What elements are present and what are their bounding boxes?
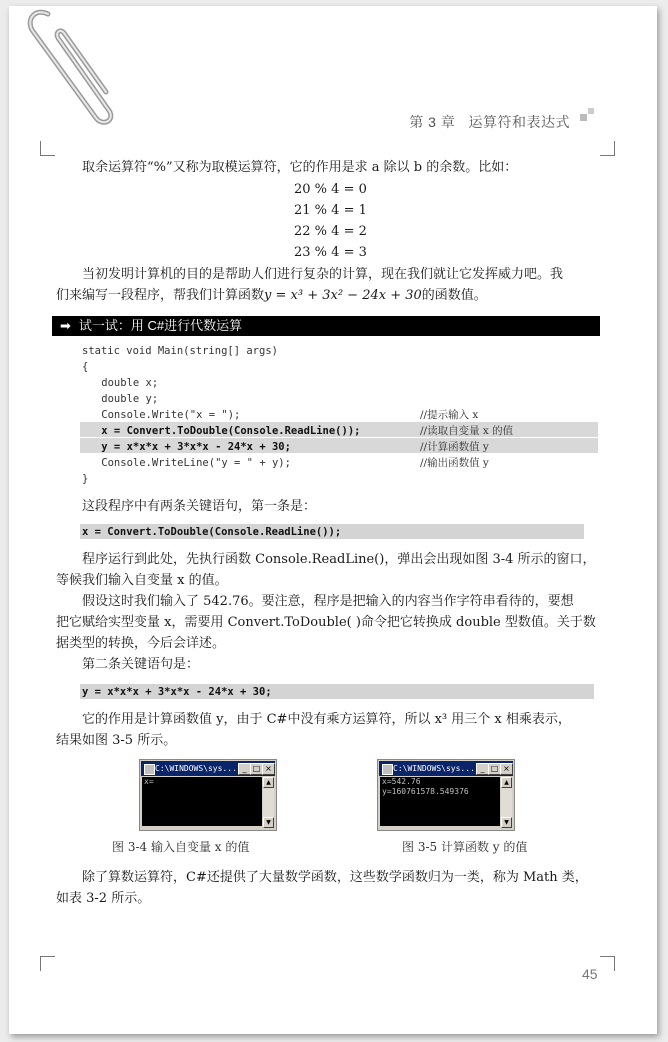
- paragraph-text: 的函数值。: [421, 288, 487, 303]
- formula: 23 % 4 = 3: [294, 245, 367, 260]
- maximize-button[interactable]: □: [488, 763, 501, 775]
- scroll-down-icon[interactable]: ▼: [263, 817, 274, 828]
- window-title: C:\WINDOWS\sys...: [155, 764, 237, 773]
- arrow-right-icon: ➡: [60, 318, 71, 333]
- paragraph: 假设这时我们输入了 542.76。要注意，程序是把输入的内容当作字符串看待的，要想: [82, 594, 574, 609]
- paragraph: 除了算数运算符，C#还提供了大量数学函数，这些数学函数归为一类，称为 Math 类，: [82, 870, 588, 885]
- chapter-header: [409, 112, 570, 132]
- scroll-up-icon[interactable]: ▲: [501, 777, 512, 788]
- page-number: 45: [582, 966, 598, 982]
- figure-caption: 图 3-5 计算函数 y 的值: [402, 840, 528, 854]
- paragraph: 当初发明计算机的目的是帮助人们进行复杂的计算，现在我们就让它发挥威力吧。我: [82, 267, 564, 282]
- close-button[interactable]: ×: [262, 763, 275, 775]
- crop-mark: [600, 956, 615, 971]
- function-formula: y = x³ + 3x² − 24x + 30: [264, 288, 422, 303]
- key-statement: x = Convert.ToDouble(Console.ReadLine());: [82, 526, 342, 538]
- banner-title: 试一试：用 C#进行代数运算: [78, 318, 243, 333]
- code-line: y = x*x*x + 3*x*x - 24*x + 30;: [76, 441, 291, 453]
- paragraph: 这段程序中有两条关键语句，第一条是：: [82, 499, 317, 514]
- figure-caption: 图 3-4 输入自变量 x 的值: [112, 840, 250, 854]
- paragraph: 把它赋给实型变量 x，需要用 Convert.ToDouble( )命令把它转换成 double 型数值。关于数: [56, 615, 596, 630]
- console-icon: [144, 764, 155, 775]
- code-comment: //计算函数值 y: [420, 441, 489, 453]
- formula: 20 % 4 = 0: [294, 182, 367, 197]
- minimize-button[interactable]: _: [238, 763, 251, 775]
- minimize-button[interactable]: _: [476, 763, 489, 775]
- paragraph: [56, 286, 616, 306]
- chapter-number: 第 3 章: [409, 114, 456, 130]
- crop-mark: [600, 141, 615, 156]
- paragraph: 取余运算符“%”又称为取模运算符，它的作用是求 a 除以 b 的余数。比如：: [82, 160, 518, 175]
- key-statement: y = x*x*x + 3*x*x - 24*x + 30;: [82, 686, 272, 698]
- paragraph: 等候我们输入自变量 x 的值。: [56, 573, 228, 588]
- console-output: x=: [142, 777, 262, 826]
- console-icon: [382, 764, 393, 775]
- scrollbar[interactable]: [501, 777, 512, 828]
- paragraph: 程序运行到此处，先执行函数 Console.ReadLine()，弹出会出现如图 3-4 所示的窗口，: [82, 552, 596, 567]
- console-window: [377, 759, 515, 831]
- code-line: double y;: [76, 393, 159, 405]
- formula: 21 % 4 = 1: [294, 203, 367, 218]
- formula: 22 % 4 = 2: [294, 224, 367, 239]
- code-comment: //提示输入 x: [420, 409, 479, 421]
- console-window: [139, 759, 277, 831]
- code-comment: //读取自变量 x 的值: [420, 425, 514, 437]
- code-line: x = Convert.ToDouble(Console.ReadLine());: [76, 425, 361, 437]
- code-line: Console.Write("x = ");: [76, 409, 241, 421]
- paragraph: 结果如图 3-5 所示。: [56, 733, 177, 748]
- code-line: static void Main(string[] args): [82, 345, 278, 357]
- close-button[interactable]: ×: [500, 763, 513, 775]
- code-line: Console.WriteLine("y = " + y);: [76, 457, 291, 469]
- scroll-down-icon[interactable]: ▼: [501, 817, 512, 828]
- paragraph: 它的作用是计算函数值 y，由于 C#中没有乘方运算符，所以 x³ 用三个 x 相乘表示，: [82, 712, 571, 727]
- crop-mark: [40, 141, 55, 156]
- crop-mark: [40, 956, 55, 971]
- header-squares-icon: [580, 108, 600, 128]
- paragraph: 第二条关键语句是：: [82, 657, 200, 672]
- scroll-up-icon[interactable]: ▲: [263, 777, 274, 788]
- maximize-button[interactable]: □: [250, 763, 263, 775]
- code-comment: //输出函数值 y: [420, 457, 489, 469]
- console-output: x=542.76 y=160761578.549376: [380, 777, 500, 826]
- code-line: }: [82, 473, 89, 485]
- scrollbar[interactable]: [263, 777, 274, 828]
- paperclip-icon: [18, 0, 128, 130]
- paragraph: 据类型的转换，今后会详述。: [56, 636, 226, 651]
- chapter-title: 运算符和表达式: [468, 114, 570, 130]
- try-it-banner: [52, 316, 600, 336]
- code-line: {: [82, 361, 89, 373]
- window-title: C:\WINDOWS\sys...: [393, 764, 475, 773]
- paragraph-text: 们来编写一段程序，帮我们计算函数: [56, 288, 265, 303]
- paragraph: 如表 3-2 所示。: [56, 891, 151, 906]
- code-line: double x;: [76, 377, 159, 389]
